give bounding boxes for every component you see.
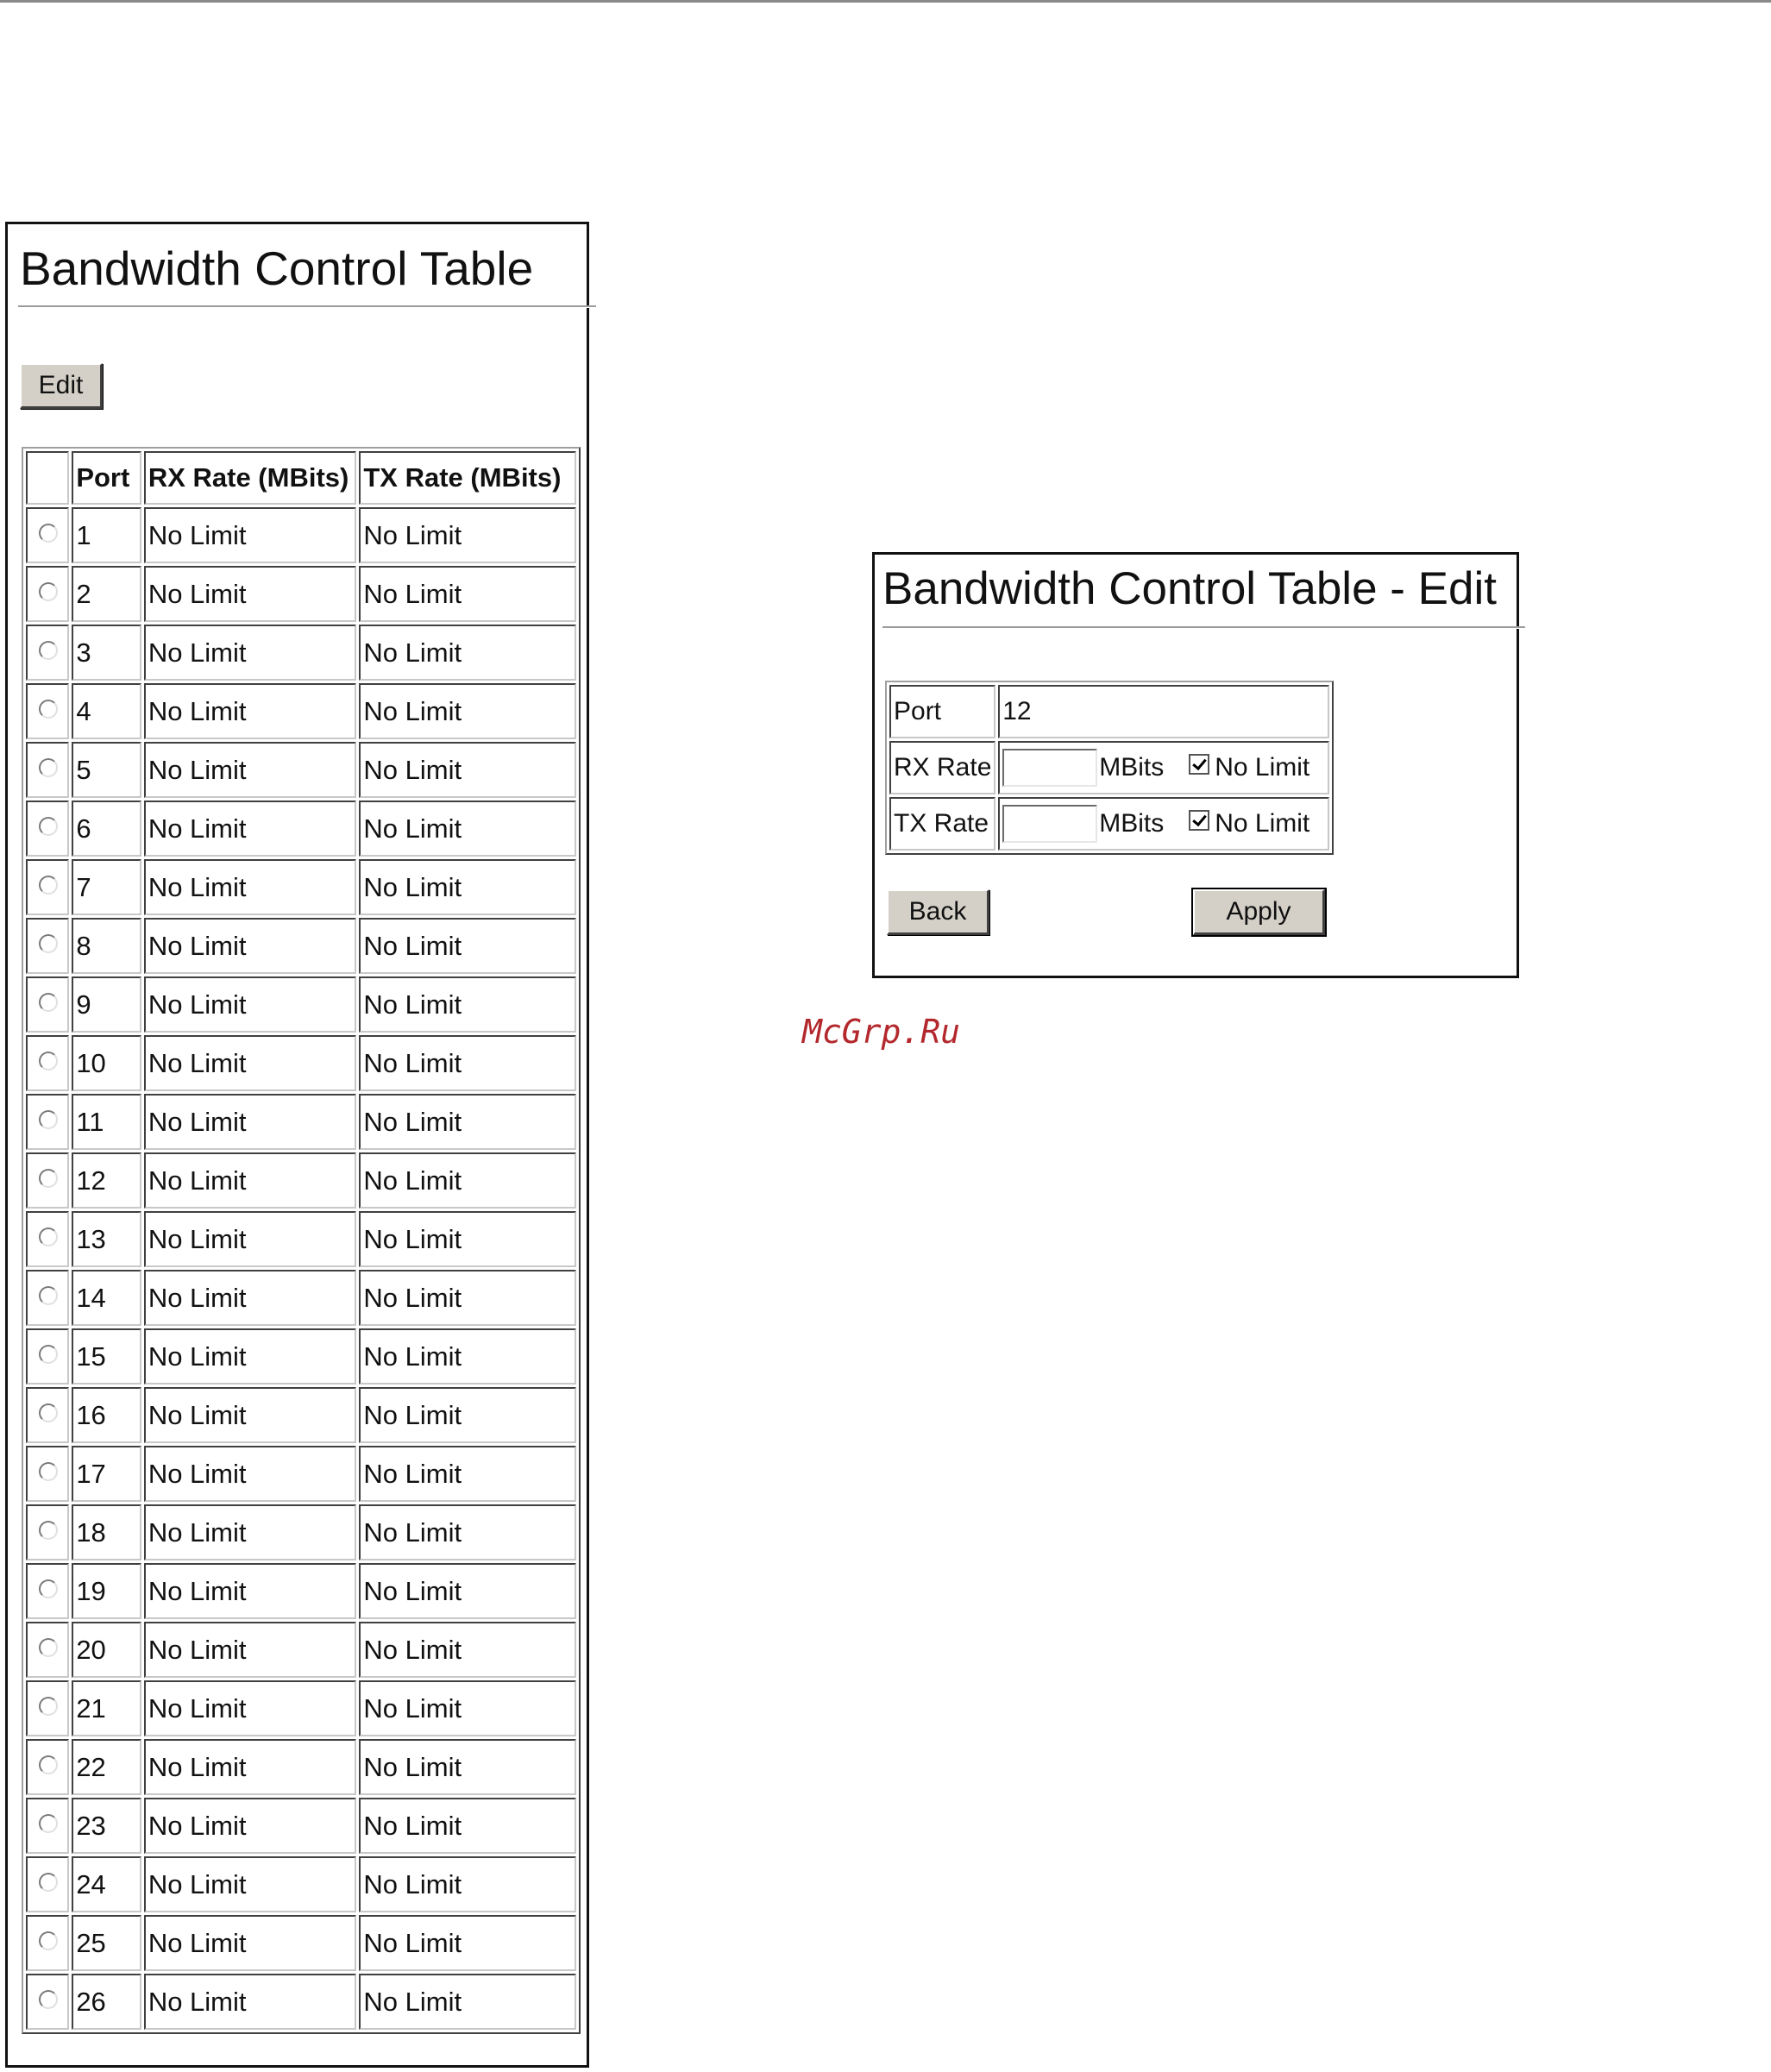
apply-button[interactable]: Apply xyxy=(1193,889,1325,935)
rx-rate-cell: No Limit xyxy=(144,976,357,1033)
port-cell: 26 xyxy=(72,1974,141,2030)
port-cell: 21 xyxy=(72,1680,141,1736)
header-port: Port xyxy=(72,451,141,505)
bandwidth-table-body xyxy=(26,507,576,2030)
tx-rate-cell: No Limit xyxy=(359,1211,576,1267)
port-cell: 7 xyxy=(72,859,141,915)
table-row[interactable] xyxy=(26,1035,576,1091)
header-select xyxy=(26,451,69,505)
tx-rate-cell: No Limit xyxy=(359,1270,576,1326)
tx-rate-row xyxy=(889,797,1329,851)
tx-rate-cell: No Limit xyxy=(359,1563,576,1619)
row-radio-button[interactable] xyxy=(39,1110,58,1129)
rx-rate-cell: No Limit xyxy=(144,1739,357,1795)
row-select-cell xyxy=(26,566,69,622)
row-select-cell xyxy=(26,1563,69,1619)
row-radio-button[interactable] xyxy=(39,934,58,953)
bandwidth-edit-panel xyxy=(872,552,1519,978)
edit-title-divider xyxy=(882,626,1525,629)
tx-rate-cell: No Limit xyxy=(359,801,576,857)
port-cell: 10 xyxy=(72,1035,141,1091)
tx-rate-cell: No Limit xyxy=(359,1387,576,1443)
rx-rate-cell: No Limit xyxy=(144,1152,357,1209)
table-row[interactable] xyxy=(26,507,576,563)
rx-rate-label: RX Rate xyxy=(889,741,995,794)
table-row[interactable] xyxy=(26,566,576,622)
row-radio-button[interactable] xyxy=(39,993,58,1012)
tx-rate-cell: No Limit xyxy=(359,507,576,563)
row-radio-button[interactable] xyxy=(39,524,58,543)
row-radio-button[interactable] xyxy=(39,1521,58,1540)
row-radio-button[interactable] xyxy=(39,1579,58,1598)
port-row xyxy=(889,685,1329,738)
port-cell: 14 xyxy=(72,1270,141,1326)
row-select-cell xyxy=(26,625,69,681)
rx-rate-cell: No Limit xyxy=(144,1270,357,1326)
row-select-cell xyxy=(26,1094,69,1150)
row-select-cell xyxy=(26,1328,69,1384)
rx-rate-cell: No Limit xyxy=(144,1563,357,1619)
tx-rate-cell: No Limit xyxy=(359,1094,576,1150)
row-select-cell xyxy=(26,976,69,1033)
tx-rate-cell: No Limit xyxy=(359,1798,576,1854)
row-select-cell xyxy=(26,1270,69,1326)
rx-rate-cell: No Limit xyxy=(144,859,357,915)
row-radio-button[interactable] xyxy=(39,641,58,660)
header-rx-rate: RX Rate (MBits) xyxy=(144,451,357,505)
tx-rate-cell: No Limit xyxy=(359,1504,576,1560)
row-radio-button[interactable] xyxy=(39,1228,58,1246)
row-radio-button[interactable] xyxy=(39,1462,58,1481)
row-radio-button[interactable] xyxy=(39,700,58,719)
row-select-cell xyxy=(26,1504,69,1560)
port-cell: 11 xyxy=(72,1094,141,1150)
port-cell: 8 xyxy=(72,918,141,974)
row-select-cell xyxy=(26,859,69,915)
tx-rate-cell: No Limit xyxy=(359,1680,576,1736)
table-row[interactable] xyxy=(26,1387,576,1443)
tx-rate-cell: No Limit xyxy=(359,1328,576,1384)
port-cell: 15 xyxy=(72,1328,141,1384)
tx-rate-cell: No Limit xyxy=(359,625,576,681)
header-tx-rate: TX Rate (MBits) xyxy=(359,451,576,505)
row-radio-button[interactable] xyxy=(39,1873,58,1892)
tx-rate-cell: No Limit xyxy=(359,566,576,622)
rx-rate-cell: No Limit xyxy=(144,742,357,798)
row-select-cell xyxy=(26,742,69,798)
bandwidth-control-table-panel xyxy=(5,222,589,2068)
table-row[interactable] xyxy=(26,1915,576,1971)
table-row[interactable] xyxy=(26,1328,576,1384)
row-select-cell xyxy=(26,801,69,857)
port-cell: 20 xyxy=(72,1622,141,1678)
rx-rate-unit: MBits xyxy=(1099,753,1165,782)
rx-rate-cell: No Limit xyxy=(144,1211,357,1267)
page-title: Bandwidth Control Table xyxy=(20,242,534,295)
port-label: Port xyxy=(889,685,995,738)
rx-rate-cell: No Limit xyxy=(144,801,357,857)
port-value: 12 xyxy=(998,685,1329,738)
row-select-cell xyxy=(26,1915,69,1971)
table-row[interactable] xyxy=(26,801,576,857)
tx-rate-cell: No Limit xyxy=(359,918,576,974)
port-cell: 9 xyxy=(72,976,141,1033)
row-radio-button[interactable] xyxy=(39,1755,58,1774)
tx-rate-cell: No Limit xyxy=(359,1446,576,1502)
rx-rate-cell: No Limit xyxy=(144,918,357,974)
row-radio-button[interactable] xyxy=(39,1638,58,1657)
tx-rate-cell: No Limit xyxy=(359,1856,576,1912)
rx-rate-cell: No Limit xyxy=(144,1856,357,1912)
rx-rate-cell xyxy=(998,741,1329,794)
title-divider xyxy=(18,305,596,308)
port-cell: 19 xyxy=(72,1563,141,1619)
table-row[interactable] xyxy=(26,1152,576,1209)
rx-rate-cell: No Limit xyxy=(144,1504,357,1560)
port-cell: 1 xyxy=(72,507,141,563)
table-row[interactable] xyxy=(26,1094,576,1150)
rx-rate-cell: No Limit xyxy=(144,1680,357,1736)
rx-rate-row xyxy=(889,741,1329,794)
rx-rate-cell: No Limit xyxy=(144,1094,357,1150)
row-select-cell xyxy=(26,507,69,563)
row-radio-button[interactable] xyxy=(39,876,58,895)
table-row[interactable] xyxy=(26,683,576,739)
tx-rate-cell: No Limit xyxy=(359,683,576,739)
table-row[interactable] xyxy=(26,1504,576,1560)
port-cell: 2 xyxy=(72,566,141,622)
bandwidth-table xyxy=(22,447,581,2034)
rx-no-limit-checkbox[interactable] xyxy=(1189,754,1209,775)
edit-panel-title: Bandwidth Control Table - Edit xyxy=(882,563,1497,614)
table-row[interactable] xyxy=(26,1739,576,1795)
table-row[interactable] xyxy=(26,1563,576,1619)
port-cell: 17 xyxy=(72,1446,141,1502)
tx-rate-cell: No Limit xyxy=(359,1739,576,1795)
rx-rate-cell: No Limit xyxy=(144,566,357,622)
back-button[interactable]: Back xyxy=(887,889,989,935)
edit-form-table xyxy=(885,681,1334,855)
table-row[interactable] xyxy=(26,1680,576,1736)
row-select-cell xyxy=(26,918,69,974)
table-row[interactable] xyxy=(26,1974,576,2030)
row-radio-button[interactable] xyxy=(39,1345,58,1364)
table-row[interactable] xyxy=(26,1622,576,1678)
port-cell: 5 xyxy=(72,742,141,798)
tx-rate-cell: No Limit xyxy=(359,1915,576,1971)
row-select-cell xyxy=(26,1387,69,1443)
row-select-cell xyxy=(26,1622,69,1678)
row-radio-button[interactable] xyxy=(39,1990,58,2009)
rx-no-limit-label: No Limit xyxy=(1215,753,1310,782)
port-cell: 13 xyxy=(72,1211,141,1267)
table-row[interactable] xyxy=(26,742,576,798)
row-radio-button[interactable] xyxy=(39,1169,58,1188)
row-select-cell xyxy=(26,683,69,739)
tx-rate-cell: No Limit xyxy=(359,1035,576,1091)
rx-rate-cell: No Limit xyxy=(144,1622,357,1678)
tx-rate-cell: No Limit xyxy=(359,1974,576,2030)
rx-rate-input[interactable] xyxy=(1002,749,1097,787)
rx-rate-cell: No Limit xyxy=(144,1798,357,1854)
row-select-cell xyxy=(26,1152,69,1209)
row-select-cell xyxy=(26,1856,69,1912)
row-radio-button[interactable] xyxy=(39,1814,58,1833)
tx-rate-input[interactable] xyxy=(1002,805,1097,843)
rx-rate-cell: No Limit xyxy=(144,1035,357,1091)
row-radio-button[interactable] xyxy=(39,1052,58,1071)
row-radio-button[interactable] xyxy=(39,1931,58,1950)
port-cell: 18 xyxy=(72,1504,141,1560)
rx-rate-cell: No Limit xyxy=(144,507,357,563)
row-select-cell xyxy=(26,1035,69,1091)
table-row[interactable] xyxy=(26,1211,576,1267)
row-select-cell xyxy=(26,1211,69,1267)
port-cell: 24 xyxy=(72,1856,141,1912)
row-select-cell xyxy=(26,1680,69,1736)
port-cell: 25 xyxy=(72,1915,141,1971)
tx-rate-label: TX Rate xyxy=(889,797,995,851)
tx-rate-cell xyxy=(998,797,1329,851)
edit-button[interactable]: Edit xyxy=(20,363,103,409)
row-radio-button[interactable] xyxy=(39,1286,58,1305)
top-rule xyxy=(0,0,1771,3)
table-row[interactable] xyxy=(26,1446,576,1502)
table-row[interactable] xyxy=(26,1270,576,1326)
port-cell: 3 xyxy=(72,625,141,681)
row-radio-button[interactable] xyxy=(39,582,58,601)
tx-rate-cell: No Limit xyxy=(359,859,576,915)
watermark-text: McGrp.Ru xyxy=(802,1013,961,1051)
port-cell: 23 xyxy=(72,1798,141,1854)
row-select-cell xyxy=(26,1798,69,1854)
row-select-cell xyxy=(26,1446,69,1502)
tx-rate-cell: No Limit xyxy=(359,1152,576,1209)
port-cell: 6 xyxy=(72,801,141,857)
row-radio-button[interactable] xyxy=(39,1697,58,1716)
table-row[interactable] xyxy=(26,918,576,974)
port-cell: 12 xyxy=(72,1152,141,1209)
tx-rate-cell: No Limit xyxy=(359,976,576,1033)
row-radio-button[interactable] xyxy=(39,758,58,777)
tx-rate-cell: No Limit xyxy=(359,742,576,798)
table-header-row xyxy=(26,451,576,505)
rx-rate-cell: No Limit xyxy=(144,1328,357,1384)
row-select-cell xyxy=(26,1739,69,1795)
rx-rate-cell: No Limit xyxy=(144,1446,357,1502)
table-row[interactable] xyxy=(26,859,576,915)
rx-rate-cell: No Limit xyxy=(144,683,357,739)
rx-rate-cell: No Limit xyxy=(144,625,357,681)
row-radio-button[interactable] xyxy=(39,1403,58,1422)
tx-no-limit-checkbox[interactable] xyxy=(1189,810,1209,831)
tx-rate-cell: No Limit xyxy=(359,1622,576,1678)
tx-rate-unit: MBits xyxy=(1099,809,1165,838)
tx-no-limit-label: No Limit xyxy=(1215,809,1310,838)
port-cell: 16 xyxy=(72,1387,141,1443)
rx-rate-cell: No Limit xyxy=(144,1915,357,1971)
port-cell: 22 xyxy=(72,1739,141,1795)
table-row[interactable] xyxy=(26,1798,576,1854)
port-cell: 4 xyxy=(72,683,141,739)
table-row[interactable] xyxy=(26,976,576,1033)
table-row[interactable] xyxy=(26,1856,576,1912)
row-select-cell xyxy=(26,1974,69,2030)
table-row[interactable] xyxy=(26,625,576,681)
row-radio-button[interactable] xyxy=(39,817,58,836)
rx-rate-cell: No Limit xyxy=(144,1974,357,2030)
rx-rate-cell: No Limit xyxy=(144,1387,357,1443)
